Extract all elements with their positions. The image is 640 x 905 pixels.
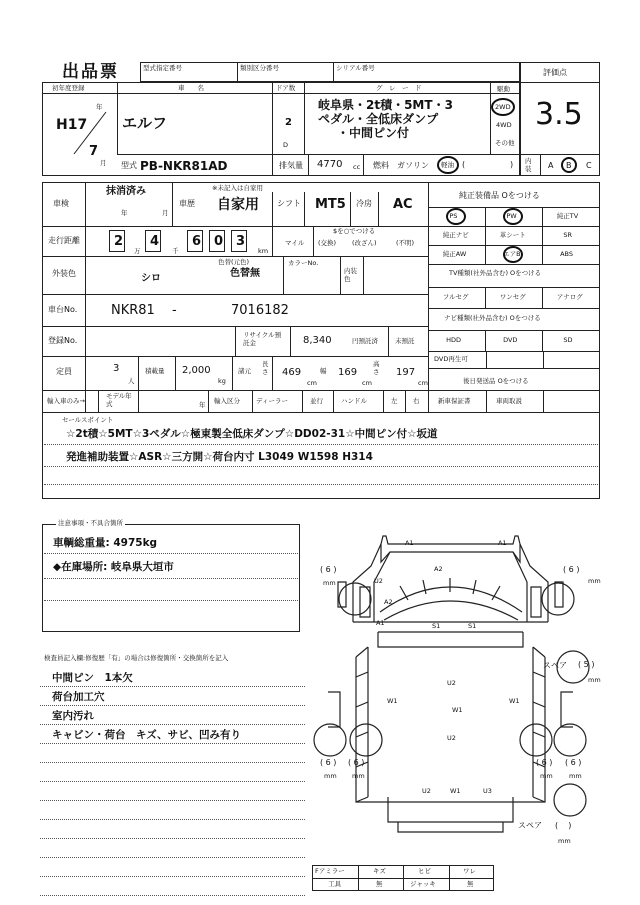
- damage-label: A1: [498, 539, 507, 547]
- nav-title: ナビ種類(社外品含む) Oをつける: [444, 314, 541, 322]
- disp-unit: cc: [353, 163, 361, 171]
- spare1-value: ( 5 ): [578, 660, 595, 669]
- spare2-mm: mm: [558, 837, 571, 845]
- tv-divider: [542, 287, 543, 308]
- chassis-label: 車台No.: [48, 305, 78, 314]
- bt-tools-value: 無: [376, 880, 383, 888]
- nav-item: SD: [563, 336, 573, 344]
- damage-label: A2: [384, 598, 393, 606]
- insp-month-unit: 月: [162, 209, 169, 217]
- tire-bottom-value: ( 6 ): [536, 758, 553, 767]
- spare2-label: スペア: [518, 821, 542, 830]
- equipment-item: ABS: [560, 250, 574, 258]
- bt-header-break: ワレ: [463, 867, 476, 875]
- ac-value: AC: [393, 197, 413, 212]
- bt-header-scratch: キズ: [373, 867, 386, 875]
- inspector-line: [40, 876, 305, 877]
- damage-label: W1: [452, 706, 463, 714]
- mileage-digit: 0: [214, 234, 224, 249]
- height-value: 197: [396, 367, 416, 378]
- damage-label: U2: [374, 577, 383, 585]
- import-label: 輸入車のみ→: [47, 397, 85, 405]
- mileage-digit: 2: [114, 234, 124, 249]
- damage-label: S1: [468, 622, 477, 630]
- bt-jack-value: 無: [467, 880, 474, 888]
- tv-grid: [428, 287, 600, 308]
- tire-bottom-mm: mm: [569, 772, 582, 780]
- parallel: 並行: [310, 397, 323, 405]
- fuel-paren-close: ): [510, 160, 514, 169]
- tire-bottom-value: ( 6 ): [348, 758, 365, 767]
- inspector-note: 室内汚れ: [52, 710, 94, 722]
- nav-item: DVD: [503, 336, 518, 344]
- nav-divider: [542, 330, 543, 351]
- inspector-note: 中間ピン 1本欠: [52, 672, 133, 684]
- grade-line1: 岐阜県・2t積・5MT・3: [318, 98, 453, 112]
- meter-unknown: (不明): [396, 239, 415, 247]
- tire-left-top: ( 6 ): [320, 565, 337, 574]
- equipment-item: PW: [506, 212, 517, 220]
- sales-point-label: セールスポイント: [62, 416, 114, 424]
- equipment-divider: [542, 226, 543, 245]
- mileage-sen: 千: [172, 247, 179, 255]
- color-no-label: カラーNo.: [288, 259, 319, 267]
- model-cert-label: 型式指定番号: [143, 64, 182, 72]
- notes-label: 注意事項・不具合箇所: [58, 519, 123, 527]
- interior-label: 内装: [525, 157, 532, 173]
- chassis-b: 7016182: [231, 303, 289, 318]
- height-label: 高さ: [373, 360, 380, 376]
- drive-other: その他: [495, 139, 515, 147]
- recolor-label: 色替(元色): [218, 258, 250, 266]
- equipment-divider: [485, 245, 486, 264]
- first-reg-label: 初年度登録: [52, 84, 85, 92]
- equipment-item: PS: [449, 212, 458, 220]
- insp-year-unit: 年: [121, 209, 128, 217]
- notes-line1: 車輌総重量: 4975kg: [53, 537, 158, 549]
- handle-right: 右: [413, 397, 420, 405]
- inspector-line: [40, 781, 305, 782]
- drive-2wd: 2WD: [495, 103, 511, 111]
- bt-header-crack: ヒビ: [418, 867, 431, 875]
- capacity-label: 定員: [56, 367, 72, 376]
- fuel-gasoline: ガソリン: [397, 161, 429, 170]
- equipment-row-line: [428, 226, 600, 227]
- bt-tools-label: 工具: [328, 880, 341, 888]
- shift-value: MT5: [315, 197, 346, 212]
- cert-number-box: [140, 62, 520, 82]
- mileage-label: 走行距離: [48, 236, 80, 245]
- first-reg-month: 7: [89, 144, 99, 159]
- inspector-line: [40, 838, 305, 839]
- sales-point-line1: ☆2t積☆5MT☆3ペダル☆極東製全低床ダンプ☆DD02-31☆中間ピン付☆坂道: [66, 428, 438, 440]
- spare2-value: ( ): [555, 821, 572, 830]
- fuel-paren-open: (: [462, 160, 466, 169]
- vehicle-name: エルフ: [122, 114, 168, 132]
- capacity-unit: 人: [128, 377, 135, 385]
- warranty-book: 新車保証書: [438, 397, 471, 405]
- doors-unit: D: [283, 141, 289, 149]
- equipment-divider: [542, 207, 543, 226]
- damage-label: U3: [483, 787, 492, 795]
- tire-bottom-mm: mm: [324, 772, 337, 780]
- score-label: 評価点: [543, 68, 567, 77]
- first-reg-year: H17: [56, 117, 88, 133]
- inspection-value: 抹消済み: [106, 186, 146, 197]
- damage-label: W1: [450, 787, 461, 795]
- inspector-line: [40, 819, 305, 820]
- inspector-line: [40, 800, 305, 801]
- equipment-divider: [542, 245, 543, 264]
- model-code: PB-NKR81AD: [140, 159, 228, 173]
- height-unit: cm: [418, 379, 428, 387]
- dims-label: 諸元: [238, 367, 251, 375]
- tire-left-top-mm: mm: [323, 579, 336, 587]
- equipment-item: 純正TV: [556, 212, 579, 220]
- shift-label: シフト: [277, 199, 301, 208]
- equipment-divider: [485, 207, 486, 226]
- tire-bottom-labels: [308, 755, 620, 785]
- nav-item: HDD: [446, 336, 461, 344]
- damage-label: U2: [422, 787, 431, 795]
- tire-bottom-value: ( 6 ): [565, 758, 582, 767]
- color-value: シロ: [141, 273, 161, 284]
- dealer: ディーラー: [256, 397, 288, 405]
- inspector-label: 検査員記入欄:修復歴「有」の場合は修復箇所・交換箇所を記入: [44, 654, 229, 662]
- damage-label: A1: [405, 539, 414, 547]
- recycle-label: リサイクル預託金: [243, 331, 282, 348]
- load-label: 積載量: [145, 367, 165, 375]
- damage-label: U2: [447, 679, 456, 687]
- notes-line2: ◆在庫場所: 岐阜県大垣市: [53, 561, 174, 573]
- load-unit: kg: [218, 377, 226, 385]
- drive-4wd: 4WD: [496, 121, 512, 129]
- serial-label: シリアル番号: [336, 64, 375, 72]
- equipment-grid: [428, 207, 600, 264]
- page-title: 出品票: [62, 62, 119, 82]
- tv-item: アナログ: [556, 293, 583, 301]
- damage-label: A1: [376, 619, 385, 627]
- import-class: 輸入区分: [214, 397, 240, 405]
- month-unit: 月: [100, 159, 107, 167]
- name-label: 車 名: [178, 84, 204, 92]
- equipment-item: 純正ナビ: [442, 231, 469, 239]
- inspector-line: [40, 857, 305, 858]
- ac-label: 冷房: [356, 199, 372, 208]
- grade-label: グ レ ー ド: [376, 84, 422, 92]
- damage-label: U2: [447, 734, 456, 742]
- fuel-label: 燃料: [373, 161, 389, 170]
- grade-line3: ・中間ピン付: [337, 126, 410, 140]
- damage-label: W1: [509, 697, 520, 705]
- inspector-line: [40, 762, 305, 763]
- tv-divider: [485, 287, 486, 308]
- tire-bottom-value: ( 6 ): [320, 758, 337, 767]
- nav-divider: [485, 330, 486, 351]
- tire-right-top-mm: mm: [588, 577, 601, 585]
- history-value: 自家用: [217, 197, 259, 213]
- length-value: 469: [282, 367, 302, 378]
- inspector-lines: [40, 668, 305, 898]
- fuel-diesel: 軽油: [441, 161, 454, 169]
- length-unit: cm: [307, 379, 317, 387]
- interior-c: C: [586, 161, 592, 170]
- model-year-label: モデル年式: [106, 392, 132, 408]
- width-unit: cm: [362, 379, 372, 387]
- mileage-man: 万: [134, 247, 141, 255]
- recolor-value: 色替無: [230, 268, 260, 279]
- reg-label: 登録No.: [48, 336, 78, 345]
- inspector-note: 荷台加工穴: [52, 691, 105, 703]
- equipment-item: SR: [563, 231, 573, 239]
- grade-line2: ペダル・全低床ダンプ: [318, 112, 439, 126]
- history-note: ※未記入は自家用: [212, 184, 263, 192]
- interior-b: B: [566, 161, 572, 170]
- inspector-line: [40, 686, 305, 687]
- length-label: 長さ: [262, 360, 269, 376]
- equipment-item: 純正AW: [442, 250, 467, 258]
- recycle-unit: 円預託済: [352, 337, 378, 345]
- drive-label: 駆動: [497, 85, 510, 93]
- tire-bottom-mm: mm: [540, 772, 553, 780]
- recycle-value: 8,340: [303, 335, 332, 346]
- tv-title: TV種類(社外品含む) Oをつける: [449, 269, 542, 277]
- class-label: 類別区分番号: [240, 64, 279, 72]
- meter-circle-label: $を○でつける: [333, 227, 376, 235]
- mileage-digit: 3: [236, 234, 246, 249]
- tire-right-top: ( 6 ): [563, 565, 580, 574]
- chassis-a: NKR81: [111, 303, 155, 318]
- interior-color-label: 内装色: [344, 267, 357, 283]
- history-label: 車歴: [179, 199, 195, 208]
- inspection-label: 車検: [53, 199, 69, 208]
- chassis-dash: -: [172, 303, 177, 318]
- inspector-line: [40, 895, 305, 896]
- width-value: 169: [338, 367, 358, 378]
- equipment-title: 純正装備品 Oをつける: [459, 191, 540, 200]
- meter-swap: (交換): [318, 239, 337, 247]
- tv-item: ワンセグ: [499, 293, 526, 301]
- recycle-not: 未預託: [395, 337, 415, 345]
- sales-point-line2: 発進補助装置☆ASR☆三方開☆荷台内寸 L3049 W1598 H314: [66, 451, 373, 463]
- nav-grid: [428, 330, 600, 351]
- equipment-item: 革シート: [499, 231, 526, 239]
- spare1-label: スペア: [543, 661, 567, 670]
- mileage-digit: 4: [150, 234, 160, 249]
- year-unit: 年: [96, 103, 103, 111]
- inspector-note: キャビン・荷台 キズ、サビ、凹み有り: [52, 729, 241, 741]
- damage-label: A2: [434, 565, 443, 573]
- handle-left: 左: [391, 397, 398, 405]
- mileage-mile: マイル: [285, 239, 305, 247]
- equipment-divider: [485, 226, 486, 245]
- damage-label: W1: [387, 697, 398, 705]
- meter-tamper: (改ざん): [352, 239, 377, 247]
- mileage-km: km: [258, 247, 269, 255]
- handle: ハンドル: [341, 397, 367, 405]
- mileage-digit: 6: [192, 234, 202, 249]
- vehicle-manual: 車両取説: [496, 397, 522, 405]
- import-year-unit: 年: [199, 401, 206, 409]
- tv-item: フルセグ: [442, 293, 469, 301]
- dvd-playback: DVD再生可: [434, 355, 468, 363]
- score-value: 3.5: [535, 97, 583, 132]
- bt-header-mirror: Fアミラー: [315, 867, 345, 875]
- model-label: 型式: [121, 161, 137, 170]
- spare1-mm: mm: [588, 676, 601, 684]
- bt-jack-label: ジャッキ: [410, 880, 436, 888]
- interior-a: A: [548, 161, 554, 170]
- disp-label: 排気量: [279, 161, 303, 170]
- color-label: 外装色: [52, 269, 76, 278]
- inspector-line: [40, 705, 305, 706]
- mileage-digits: [100, 230, 272, 254]
- capacity-value: 3: [113, 363, 120, 374]
- tire-bottom-mm: mm: [352, 772, 365, 780]
- displacement: 4770: [317, 159, 343, 170]
- after-title: 後日発送品 Oをつける: [463, 377, 529, 385]
- doors-label: ドア数: [276, 84, 296, 92]
- doors: 2: [285, 117, 292, 128]
- width-label: 幅: [320, 367, 327, 375]
- inspector-line: [40, 724, 305, 725]
- inspector-line: [40, 743, 305, 744]
- damage-label: S1: [432, 622, 441, 630]
- equipment-item: エアB: [503, 250, 521, 258]
- load-value: 2,000: [182, 365, 211, 376]
